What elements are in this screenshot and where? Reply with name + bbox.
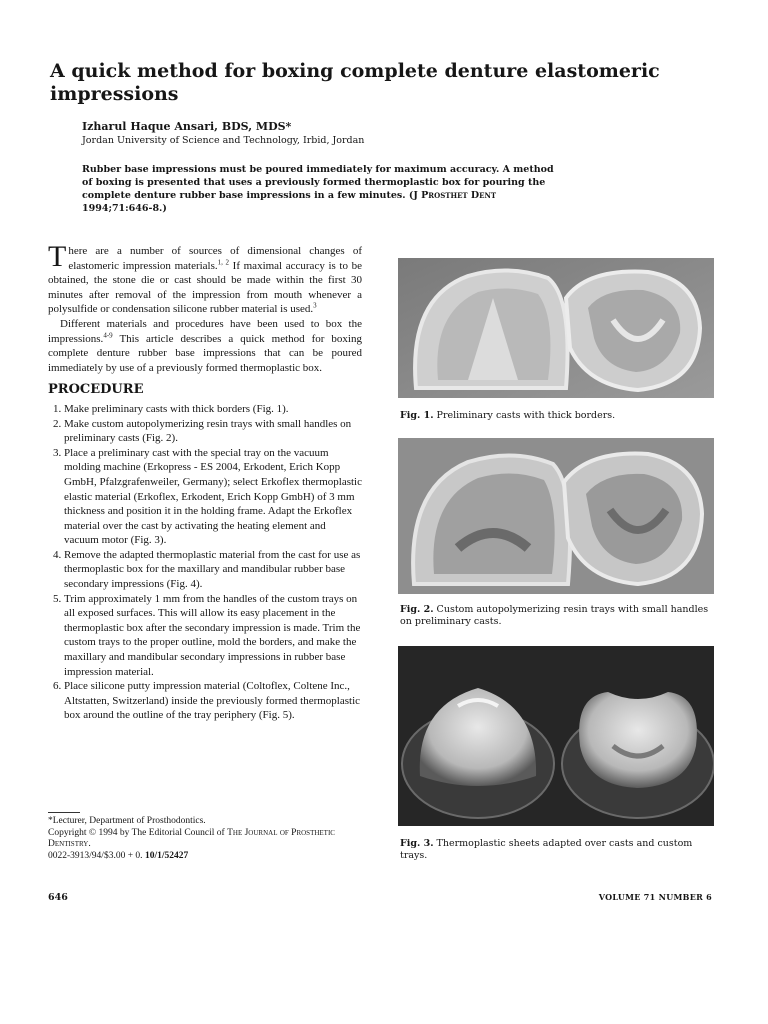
figure-2-caption [400, 604, 716, 628]
figure-2-image [398, 438, 714, 594]
reference-superscript: 1, 2 [217, 257, 230, 266]
figure-1-label: Fig. 1. [400, 410, 434, 421]
abstract-journal: Prosthet Dent [421, 190, 497, 201]
abstract-text: Rubber base impressions must be poured immediately for maximum accuracy. A method of boxing is presented that uses a previously formed thermoplastic box for pouring the complete denture rubber base impressions in a few minutes. (J [82, 164, 554, 201]
doi-code: 10/1/52427 [144, 850, 189, 861]
intro-text-1b: If maximal accuracy is to be obtained, the stone die or cast should be made within the first 30 minutes after removal of the impression from mouth whenever a polysulfide or condensation silicone rubber material is used. [48, 259, 362, 316]
article-title: A quick method for boxing complete denture elastomeric impressions [50, 60, 660, 105]
section-heading-procedure: PROCEDURE [48, 382, 144, 398]
copyright-journal: The Journal of Prosthetic Dentistry [48, 827, 335, 849]
figure-1-caption [400, 410, 716, 422]
procedure-step: 3. Place a preliminary cast with the special tray on the vacuum molding machine (Erkopress - ES 2004, Erkodent, Erich Kopp GmbH, Pfalzgrafenweiler, Germany); select Erkoflex thermoplastic elastic material (Erkoflex, Erkodent, Erich Kopp GmbH) of 3 mm thickness and position it in the holding frame. Adapt the Erkoflex material over the cast by activating the heating element and vacuum motor (Fig. 3). [64, 446, 362, 548]
abstract-citation: 1994;71:646-8.) [82, 203, 167, 214]
copyright-text: Copyright © 1994 by The Editorial Council of [48, 827, 228, 838]
footnote-affiliation: *Lecturer, Department of Prosthodontics. [48, 816, 206, 826]
abstract [82, 163, 562, 215]
procedure-steps [48, 402, 362, 723]
affiliation-line: Jordan University of Science and Technology, Irbid, Jordan [82, 135, 365, 146]
procedure-step: 5. Trim approximately 1 mm from the handles of the custom trays on all exposed surfaces. This will allow its easy placement in the thermoplastic box after the secondary impression is made. Trim the custom trays to the proper outline, mold the borders, and make the maxillary and mandibular secondary impressions in rubber base impression material. [64, 592, 362, 680]
figure-3-caption [400, 838, 716, 862]
copyright-end: . [88, 839, 91, 849]
footnotes [48, 816, 362, 862]
procedure-step: 6. Place silicone putty impression material (Coltoflex, Coltene Inc., Altstatten, Switzerland) inside the previously formed thermoplastic box around the outline of the tray periphery (Fig. 5). [64, 679, 362, 723]
intro-paragraph-2 [48, 317, 362, 375]
drop-cap: T [48, 240, 67, 273]
intro-paragraph-1 [48, 240, 362, 317]
procedure-step: 1. Make preliminary casts with thick borders (Fig. 1). [64, 402, 362, 417]
reference-superscript: 3 [313, 301, 317, 310]
volume-issue: VOLUME 71 NUMBER 6 [598, 892, 712, 902]
figure-2-caption-text: Custom autopolymerizing resin trays with small handles on preliminary casts. [400, 604, 709, 627]
figure-3-caption-text: Thermoplastic sheets adapted over casts and custom trays. [400, 838, 693, 861]
footnote-rule [48, 812, 80, 813]
figure-3-label: Fig. 3. [400, 838, 434, 849]
intro-text-1a: here are a number of sources of dimensional changes of elastomeric impression materials. [68, 245, 362, 272]
doi-text: 0022-3913/94/$3.00 + 0. [48, 850, 143, 861]
figure-1-image [398, 258, 714, 398]
procedure-step: 2. Make custom autopolymerizing resin trays with small handles on preliminary casts (Fig. 2). [64, 417, 362, 446]
left-column [48, 240, 362, 723]
figure-2-label: Fig. 2. [400, 604, 434, 615]
figure-3-image [398, 646, 714, 826]
figure-1-caption-text: Preliminary casts with thick borders. [433, 410, 616, 421]
reference-superscript: 4-9 [103, 330, 113, 339]
intro-text-2b: This article describes a quick method for boxing complete denture rubber base impressions that can be poured immediately by use of a previously formed thermoplastic box. [48, 332, 362, 374]
copyright-line [48, 828, 362, 851]
author-line: Izharul Haque Ansari, BDS, MDS* [82, 120, 292, 133]
doi-line [48, 851, 362, 863]
procedure-step: 4. Remove the adapted thermoplastic material from the cast for use as thermoplastic box for the maxillary and mandibular rubber base secondary impressions (Fig. 4). [64, 548, 362, 592]
intro-text-2a: Different materials and procedures have been used to box the impressions. [48, 317, 362, 345]
page-number: 646 [48, 892, 68, 903]
